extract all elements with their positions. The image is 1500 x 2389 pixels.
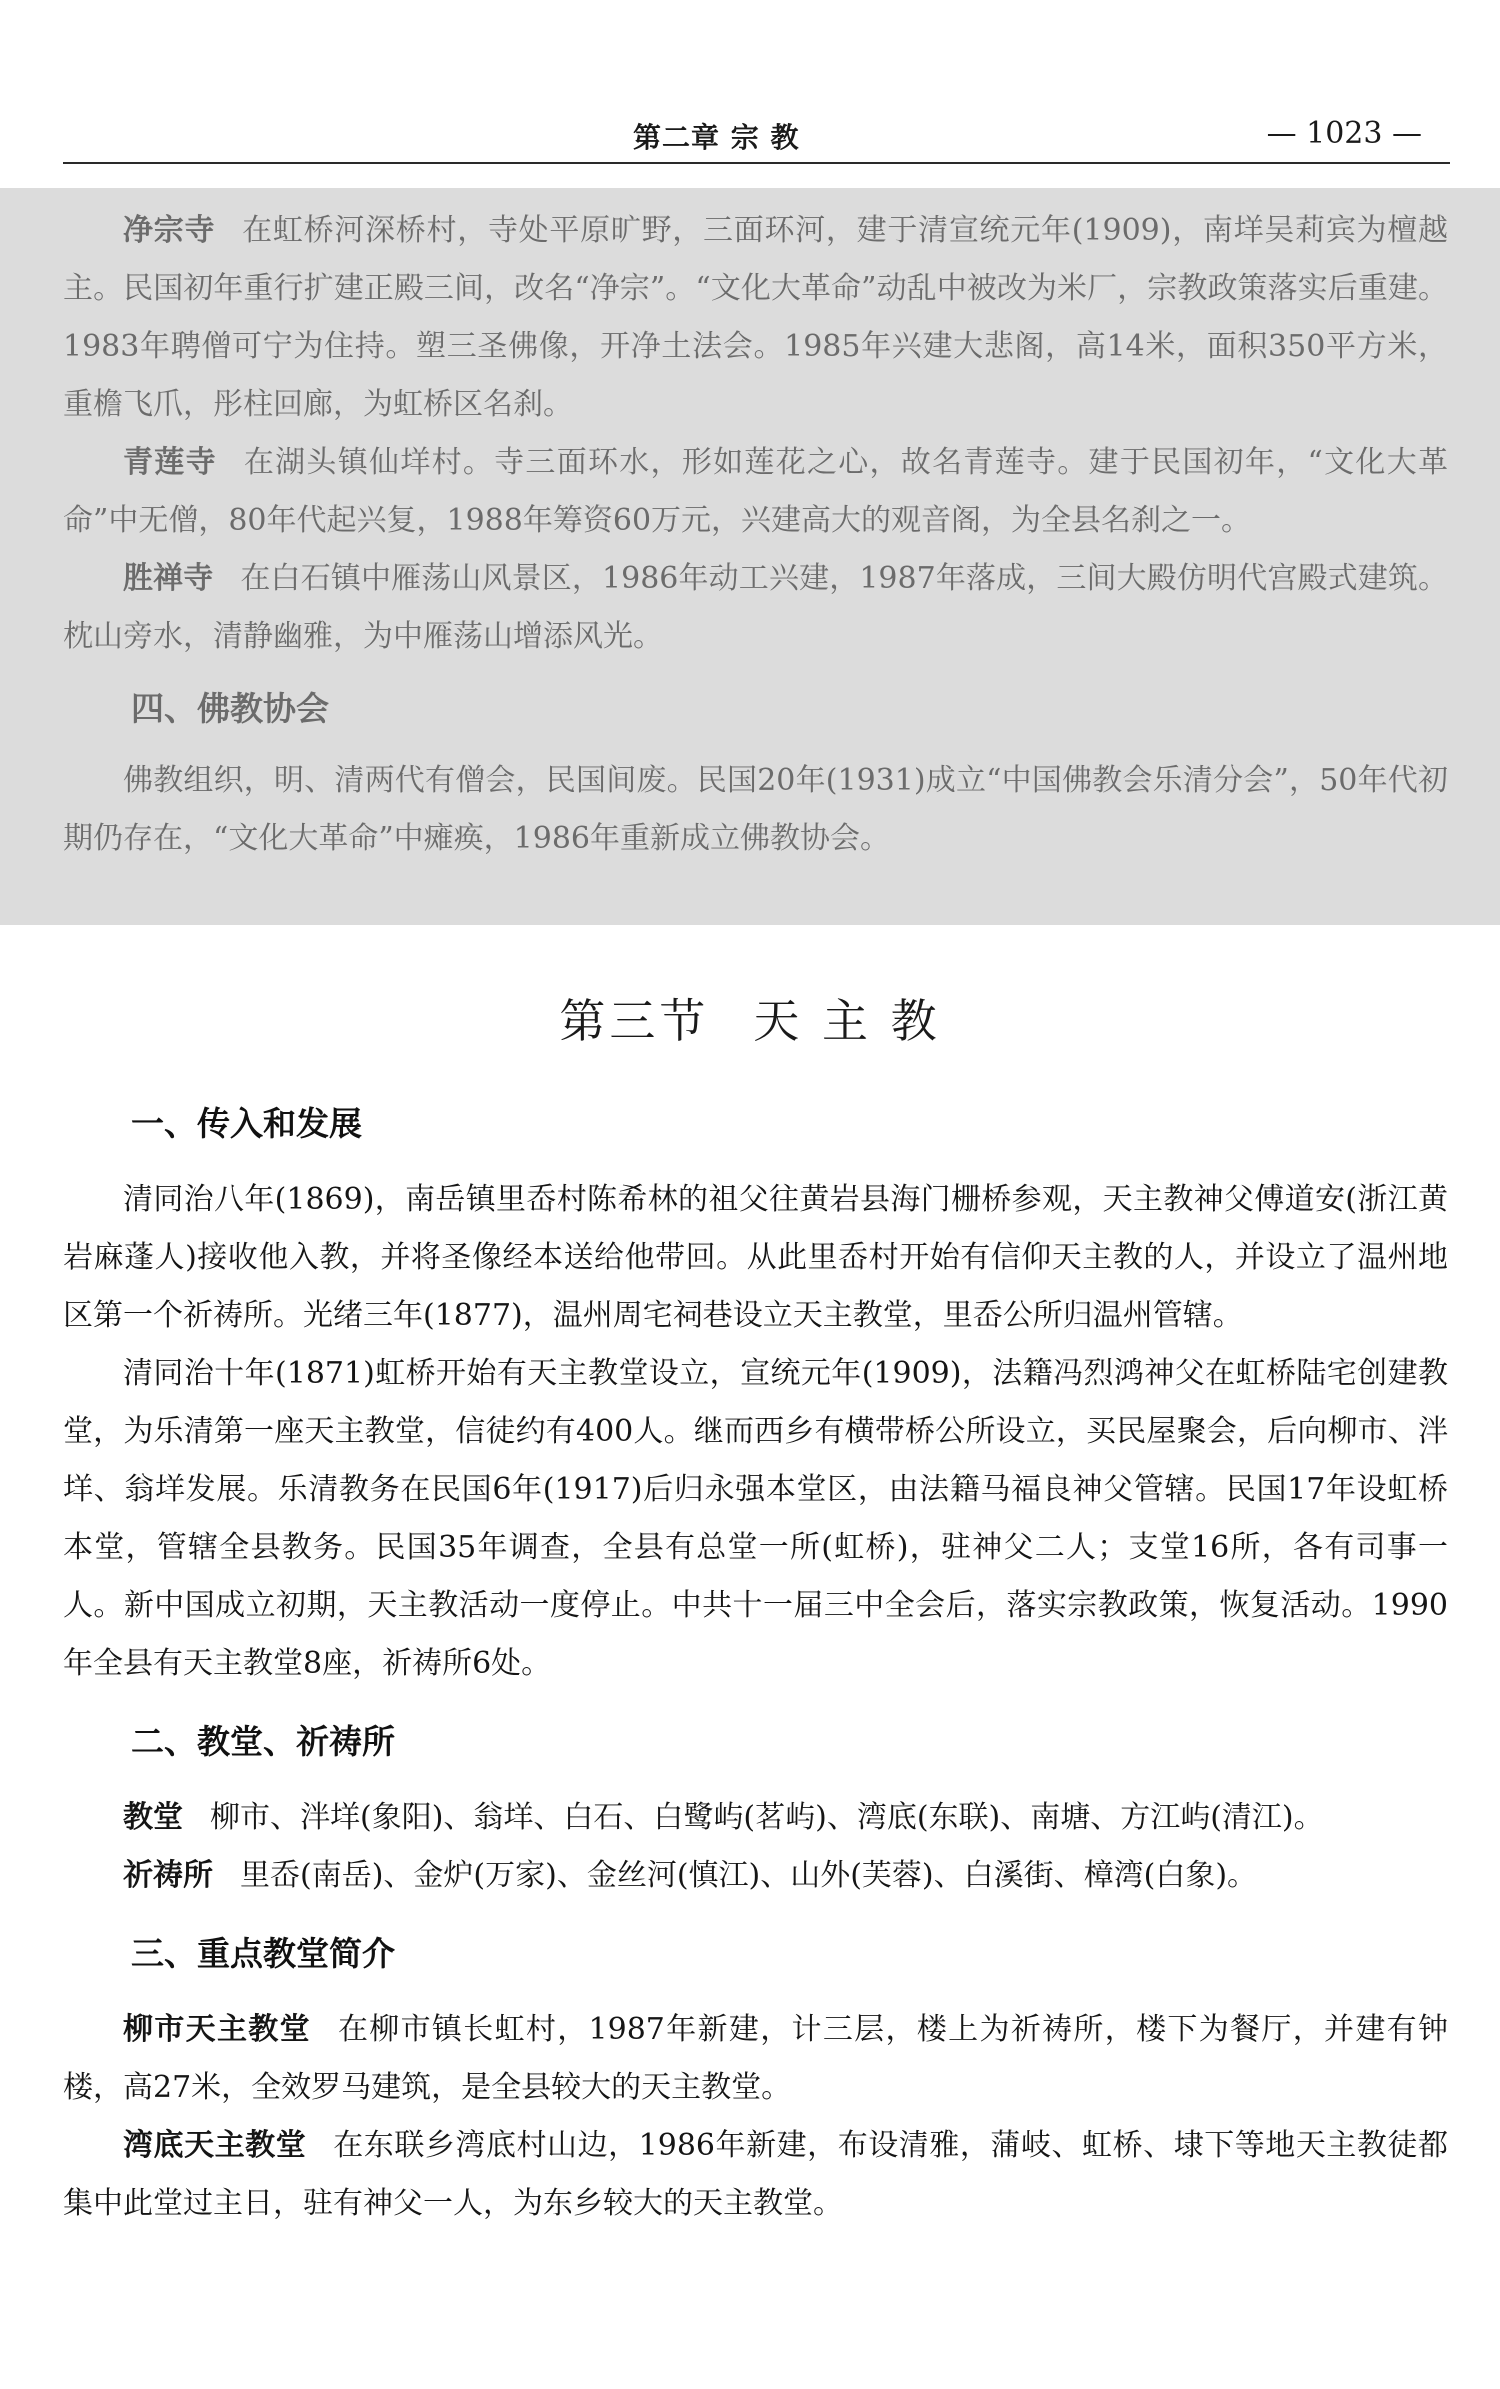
- buddhist-association-text: 佛教组织，明、清两代有僧会，民国间废。民国20年(1931)成立“中国佛教会乐清分会”，50年代初期仍存在，“文化大革命”中瘫痪，1986年重新成立佛教协会。: [63, 763, 1448, 856]
- temple-entry: [63, 202, 1448, 434]
- church-name: 湾底天主教堂: [123, 2128, 307, 2163]
- section-number: 第三节: [559, 994, 710, 1048]
- churches-label: 教堂: [123, 1800, 183, 1835]
- churches-list: [63, 1789, 1448, 1847]
- chapter-title: 第二章 宗 教: [633, 121, 800, 154]
- temple-name: 青莲寺: [123, 445, 217, 480]
- intro-heading: 一、传入和发展: [131, 1104, 362, 1143]
- churches-heading: 二、教堂、祈祷所: [131, 1722, 395, 1761]
- temple-text: 在湖头镇仙垟村。寺三面环水，形如莲花之心，故名青莲寺。建于民国初年，“文化大革命”中无僧，80年代起兴复，1988年筹资60万元，兴建高大的观音阁，为全县名刹之一。: [63, 445, 1448, 538]
- buddhist-association-heading: 四、佛教协会: [131, 689, 329, 728]
- key-churches-heading: 三、重点教堂简介: [131, 1934, 395, 1973]
- prayer-houses-list: [63, 1847, 1448, 1905]
- temple-text: 在虹桥河深桥村，寺处平原旷野，三面环河，建于清宣统元年(1909)，南垟吴莉宾为檀越主。民国初年重行扩建正殿三间，改名“净宗”。“文化大革命”动乱中被改为米厂，宗教政策落实后重建。1983年聘僧可宁为住持。塑三圣佛像，开净土法会。1985年兴建大悲阁，高14米，面积350平方米，重檐飞爪，彤柱回廊，为虹桥区名刹。: [63, 213, 1448, 422]
- temple-entry: [63, 550, 1448, 666]
- section-name: 天 主 教: [753, 994, 941, 1048]
- section-title: [0, 985, 1500, 1051]
- temple-entry: [63, 434, 1448, 550]
- prayer-houses-label: 祈祷所: [123, 1858, 213, 1893]
- intro-paragraph: 清同治八年(1869)，南岳镇里岙村陈希林的祖父往黄岩县海门栅桥参观，天主教神父傅道安(浙江黄岩麻蓬人)接收他入教，并将圣像经本送给他带回。从此里岙村开始有信仰天主教的人，并设立了温州地区第一个祈祷所。光绪三年(1877)，温州周宅祠巷设立天主教堂，里岙公所归温州管辖。: [63, 1182, 1448, 1333]
- temple-name: 净宗寺: [123, 213, 216, 248]
- prayer-houses-text: 里岙(南岳)、金炉(万家)、金丝河(慎江)、山外(芙蓉)、白溪街、樟湾(白象)。: [240, 1858, 1258, 1893]
- temple-name: 胜禅寺: [123, 561, 214, 596]
- intro-paragraph: 清同治十年(1871)虹桥开始有天主教堂设立，宣统元年(1909)，法籍冯烈鸿神父在虹桥陆宅创建教堂，为乐清第一座天主教堂，信徒约有400人。继而西乡有横带桥公所设立，买民屋聚会，后向柳市、泮垟、翁垟发展。乐清教务在民国6年(1917)后归永强本堂区，由法籍马福良神父管辖。民国17年设虹桥本堂，管辖全县教务。民国35年调查，全县有总堂一所(虹桥)，驻神父二人；支堂16所，各有司事一人。新中国成立初期，天主教活动一度停止。中共十一届三中全会后，落实宗教政策，恢复活动。1990年全县有天主教堂8座，祈祷所6处。: [63, 1356, 1448, 1681]
- church-text: 在东联乡湾底村山边，1986年新建，布设清雅，蒲岐、虹桥、埭下等地天主教徒都集中此堂过主日，驻有神父一人，为东乡较大的天主教堂。: [63, 2128, 1448, 2221]
- church-text: 在柳市镇长虹村，1987年新建，计三层，楼上为祈祷所，楼下为餐厅，并建有钟楼，高27米，全效罗马建筑，是全县较大的天主教堂。: [63, 2012, 1448, 2105]
- church-name: 柳市天主教堂: [123, 2012, 311, 2047]
- running-header: [63, 108, 1450, 164]
- temple-text: 在白石镇中雁荡山风景区，1986年动工兴建，1987年落成，三间大殿仿明代宫殿式建筑。枕山旁水，清静幽雅，为中雁荡山增添风光。: [63, 561, 1449, 654]
- churches-text: 柳市、泮垟(象阳)、翁垟、白石、白鹭屿(茗屿)、湾底(东联)、南塘、方江屿(清江)。: [210, 1800, 1324, 1835]
- faded-continuation-block: [0, 188, 1500, 925]
- page-number: — 1023 —: [1266, 116, 1422, 151]
- header-rule: [63, 162, 1450, 164]
- section-body: [63, 1085, 1448, 2233]
- church-entry: [63, 2117, 1448, 2233]
- church-entry: [63, 2001, 1448, 2117]
